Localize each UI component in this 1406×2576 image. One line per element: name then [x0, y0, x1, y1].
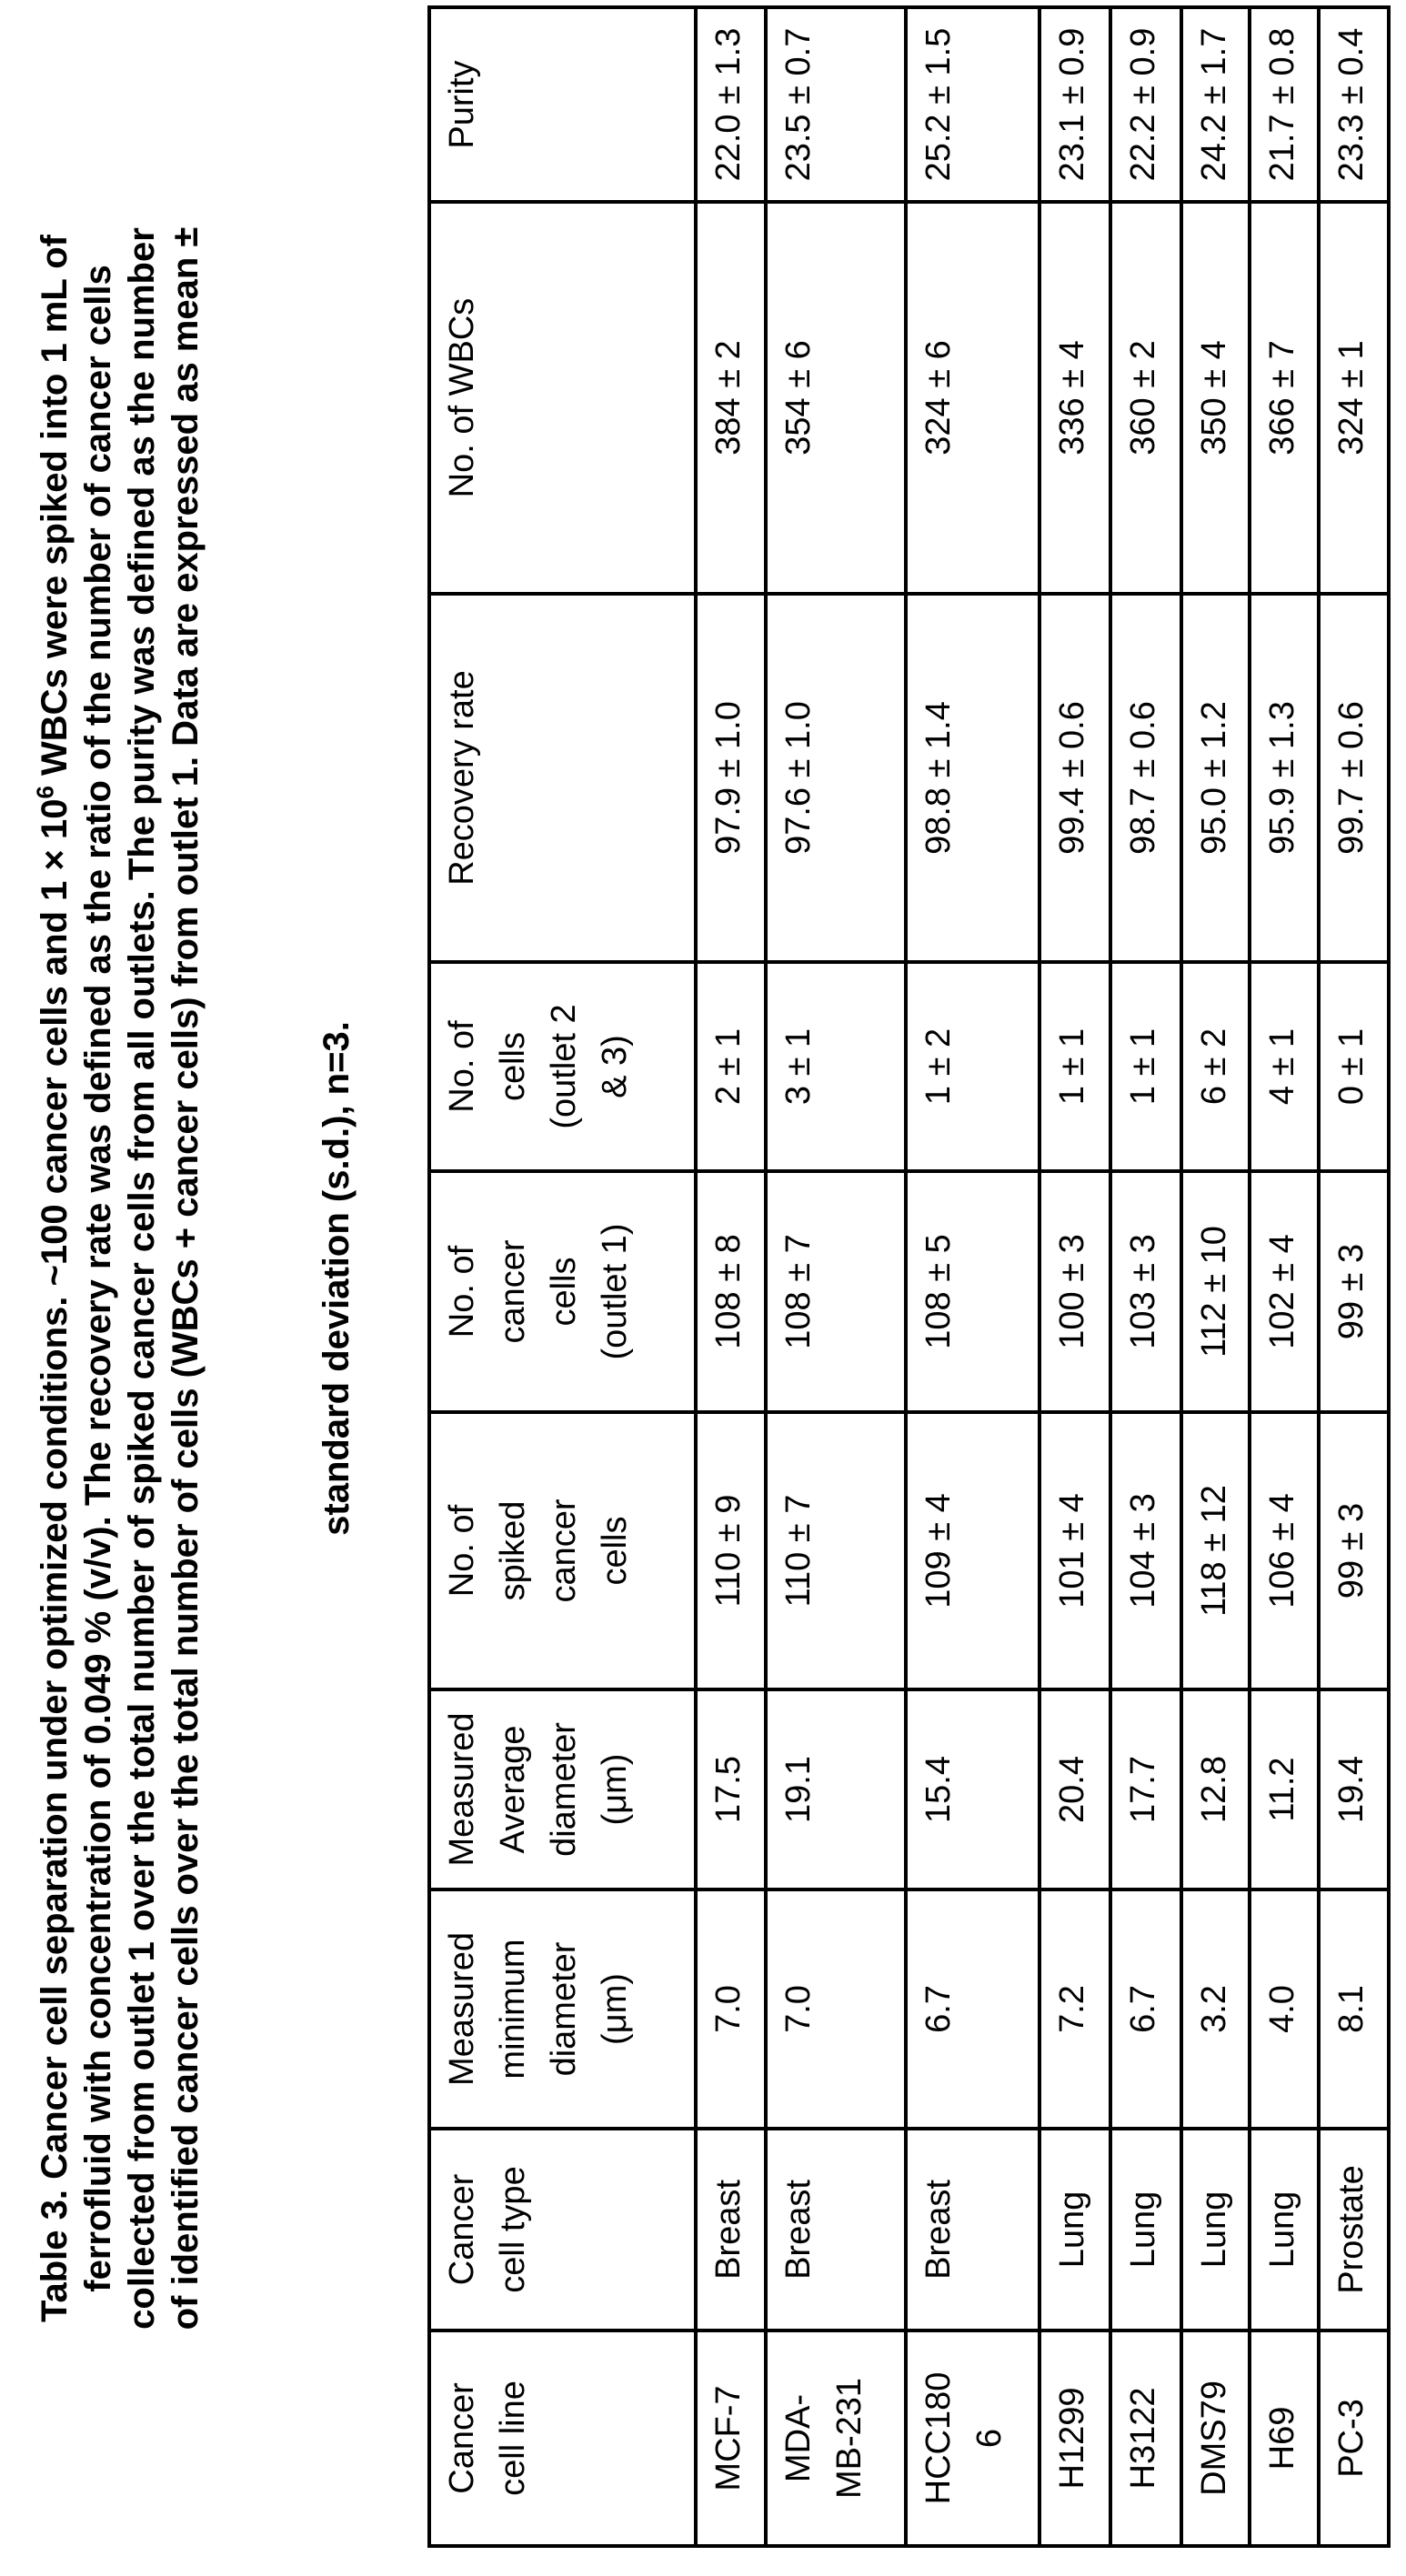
caption-line-4: of identified cancer cells over the total number of cells (WBCs + cancer cells) from outlet 1. Data are expressed as mean ±: [166, 226, 206, 2330]
data-cell-2-1: Breast: [906, 2129, 1039, 2330]
data-cell-1-4: 110 ± 7: [766, 1412, 906, 1689]
data-cell-2-4: 109 ± 4: [906, 1412, 1039, 1689]
data-cell-7-5: 99 ± 3: [1319, 1171, 1389, 1412]
data-cell-3-7: 99.4 ± 0.6: [1039, 594, 1110, 962]
data-cell-4-3: 17.7: [1110, 1689, 1181, 1889]
data-cell-5-4: 118 ± 12: [1181, 1412, 1250, 1689]
header-cell-2: Measured minimum diameter (μm): [429, 1889, 696, 2129]
data-cell-3-1: Lung: [1039, 2129, 1110, 2330]
data-cell-6-5: 102 ± 4: [1250, 1171, 1319, 1412]
data-cell-5-3: 12.8: [1181, 1689, 1250, 1889]
caption-line-1-cont: WBCs were spiked into 1 mL of: [35, 235, 75, 787]
data-cell-5-5: 112 ± 10: [1181, 1171, 1250, 1412]
data-cell-5-9: 24.2 ± 1.7: [1181, 7, 1250, 202]
data-cell-1-6: 3 ± 1: [766, 962, 906, 1171]
data-cell-0-4: 110 ± 9: [696, 1412, 766, 1689]
data-cell-3-3: 20.4: [1039, 1689, 1110, 1889]
data-cell-1-0: MDA- MB-231: [766, 2330, 906, 2546]
data-cell-2-3: 15.4: [906, 1689, 1039, 1889]
data-cell-2-9: 25.2 ± 1.5: [906, 7, 1039, 202]
data-cell-0-0: MCF-7: [696, 2330, 766, 2546]
data-cell-7-3: 19.4: [1319, 1689, 1389, 1889]
data-cell-3-6: 1 ± 1: [1039, 962, 1110, 1171]
data-cell-2-7: 98.8 ± 1.4: [906, 594, 1039, 962]
data-cell-4-0: H3122: [1110, 2330, 1181, 2546]
data-cell-4-9: 22.2 ± 0.9: [1110, 7, 1181, 202]
header-row: [429, 7, 696, 2546]
data-cell-4-5: 103 ± 3: [1110, 1171, 1181, 1412]
data-cell-2-0: HCC180 6: [906, 2330, 1039, 2546]
data-cell-7-4: 99 ± 3: [1319, 1412, 1389, 1689]
caption-line-3: collected from outlet 1 over the total number of spiked cancer cells from all outlets. The purity was defined as the number: [122, 227, 162, 2330]
data-cell-0-2: 7.0: [696, 1889, 766, 2129]
data-cell-1-1: Breast: [766, 2129, 906, 2330]
data-cell-2-6: 1 ± 2: [906, 962, 1039, 1171]
data-cell-6-8: 366 ± 7: [1250, 202, 1319, 594]
table-row-6: [1250, 7, 1319, 2546]
header-cell-4: No. of spiked cancer cells: [429, 1412, 696, 1689]
data-cell-4-7: 98.7 ± 0.6: [1110, 594, 1181, 962]
data-cell-2-5: 108 ± 5: [906, 1171, 1039, 1412]
data-cell-1-5: 108 ± 7: [766, 1171, 906, 1412]
data-cell-3-2: 7.2: [1039, 1889, 1110, 2129]
data-cell-4-6: 1 ± 1: [1110, 962, 1181, 1171]
table-row-4: [1110, 7, 1181, 2546]
table-row-2: [906, 7, 1039, 2546]
data-cell-0-5: 108 ± 8: [696, 1171, 766, 1412]
data-cell-7-6: 0 ± 1: [1319, 962, 1389, 1171]
data-cell-3-9: 23.1 ± 0.9: [1039, 7, 1110, 202]
data-cell-4-4: 104 ± 3: [1110, 1412, 1181, 1689]
header-cell-7: Recovery rate: [429, 594, 696, 962]
data-cell-1-9: 23.5 ± 0.7: [766, 7, 906, 202]
data-cell-7-0: PC-3: [1319, 2330, 1389, 2546]
data-cell-4-2: 6.7: [1110, 1889, 1181, 2129]
data-cell-7-1: Prostate: [1319, 2129, 1389, 2330]
data-cell-1-8: 354 ± 6: [766, 202, 906, 594]
header-cell-1: Cancer cell type: [429, 2129, 696, 2330]
table-row-5: [1181, 7, 1250, 2546]
data-cell-7-7: 99.7 ± 0.6: [1319, 594, 1389, 962]
table-row-3: [1039, 7, 1110, 2546]
header-cell-5: No. of cancer cells (outlet 1): [429, 1171, 696, 1412]
data-cell-7-8: 324 ± 1: [1319, 202, 1389, 594]
data-cell-3-8: 336 ± 4: [1039, 202, 1110, 594]
table-row-0: [696, 7, 766, 2546]
data-cell-0-1: Breast: [696, 2129, 766, 2330]
data-cell-5-0: DMS79: [1181, 2330, 1250, 2546]
data-cell-5-1: Lung: [1181, 2129, 1250, 2330]
header-cell-8: No. of WBCs: [429, 202, 696, 594]
data-cell-6-0: H69: [1250, 2330, 1319, 2546]
data-cell-6-3: 11.2: [1250, 1689, 1319, 1889]
data-cell-7-2: 8.1: [1319, 1889, 1389, 2129]
data-cell-1-7: 97.6 ± 1.0: [766, 594, 906, 962]
caption-line-1: [33, 9, 76, 2548]
data-cell-0-7: 97.9 ± 1.0: [696, 594, 766, 962]
caption-line-2: ferrofluid with concentration of 0.049 % (v/v). The recovery rate was defined as the ratio of the number of cancer cells: [78, 265, 118, 2292]
data-cell-6-6: 4 ± 1: [1250, 962, 1319, 1171]
table-row-1: [766, 7, 906, 2546]
data-cell-3-0: H1299: [1039, 2330, 1110, 2546]
table-caption: [33, 9, 358, 2548]
data-cell-0-6: 2 ± 1: [696, 962, 766, 1171]
data-cell-5-6: 6 ± 2: [1181, 962, 1250, 1171]
data-cell-0-9: 22.0 ± 1.3: [696, 7, 766, 202]
data-cell-6-9: 21.7 ± 0.8: [1250, 7, 1319, 202]
data-cell-2-2: 6.7: [906, 1889, 1039, 2129]
caption-line-1-text: Table 3. Cancer cell separation under optimized conditions. ~100 cancer cells and 1 × 10: [35, 798, 75, 2322]
results-table: [427, 5, 1391, 2548]
caption-superscript: 6: [31, 786, 59, 799]
data-cell-5-8: 350 ± 4: [1181, 202, 1250, 594]
table-row-7: [1319, 7, 1389, 2546]
data-cell-1-3: 19.1: [766, 1689, 906, 1889]
data-cell-1-2: 7.0: [766, 1889, 906, 2129]
data-cell-6-4: 106 ± 4: [1250, 1412, 1319, 1689]
data-cell-4-8: 360 ± 2: [1110, 202, 1181, 594]
data-cell-2-8: 324 ± 6: [906, 202, 1039, 594]
results-table-body: [429, 7, 1389, 2546]
header-cell-3: Measured Average diameter (μm): [429, 1689, 696, 1889]
data-cell-5-2: 3.2: [1181, 1889, 1250, 2129]
header-cell-0: Cancer cell line: [429, 2330, 696, 2546]
data-cell-3-5: 100 ± 3: [1039, 1171, 1110, 1412]
header-cell-9: Purity: [429, 7, 696, 202]
data-cell-4-1: Lung: [1110, 2129, 1181, 2330]
data-cell-0-8: 384 ± 2: [696, 202, 766, 594]
data-cell-6-1: Lung: [1250, 2129, 1319, 2330]
data-cell-6-2: 4.0: [1250, 1889, 1319, 2129]
header-cell-6: No. of cells (outlet 2 & 3): [429, 962, 696, 1171]
data-cell-0-3: 17.5: [696, 1689, 766, 1889]
data-cell-5-7: 95.0 ± 1.2: [1181, 594, 1250, 962]
caption-line-5: standard deviation (s.d.), n=3.: [316, 1021, 357, 1536]
data-cell-6-7: 95.9 ± 1.3: [1250, 594, 1319, 962]
data-cell-7-9: 23.3 ± 0.4: [1319, 7, 1389, 202]
data-cell-3-4: 101 ± 4: [1039, 1412, 1110, 1689]
